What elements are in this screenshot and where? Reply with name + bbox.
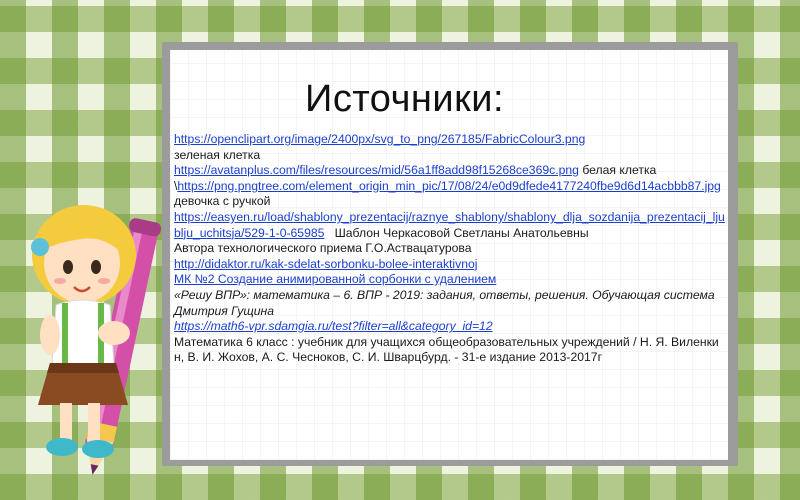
source-item (174, 319, 726, 335)
source-item (174, 257, 726, 273)
source-note: девочка с ручкой (174, 194, 271, 209)
source-text: Математика 6 класс : учебник для учащихся общеобразовательных учреждений / Н. Я. Виленкин, В. И. Жохов, А. С. Чесноков, С. И. Шварцбурд. - 31-е издание 2013-2017г (174, 334, 719, 365)
source-item (174, 335, 726, 366)
source-note: Шаблон Черкасовой Светланы Анатольевны (334, 225, 589, 240)
source-item (174, 288, 726, 319)
slide-title: Источники: (305, 78, 505, 120)
source-link[interactable]: https://png.pngtree.com/element_origin_min_pic/17/08/24/e0d9dfede4177240fbe9d6d14acbbb87.jpg (177, 178, 721, 193)
source-link[interactable]: https://easyen.ru/load/shablony_prezentacij/raznye_shablony/shablony_dlja_sozdanija_prezentacij_ljublju_uchitsja/529-1-0-65985 (174, 209, 725, 240)
source-link[interactable]: МК №2 Создание анимированной сорбонки с удалением (174, 272, 497, 287)
source-link[interactable]: https://avatanplus.com/files/resources/mid/56a1ff8add98f15268ce369c.png (174, 163, 579, 178)
source-prefix: \ (174, 178, 178, 193)
source-item (174, 163, 726, 179)
source-link[interactable]: https://openclipart.org/image/2400px/svg_to_png/267185/FabricColour3.png (174, 132, 586, 146)
girl-with-pen-illustration (22, 195, 172, 490)
source-item (174, 272, 726, 288)
source-link[interactable]: https://math6-vpr.sdamgia.ru/test?filter=all&category_id=12 (174, 319, 493, 334)
source-note: белая клетка (582, 163, 657, 178)
source-item (174, 241, 726, 257)
source-item (174, 179, 726, 210)
source-note: зеленая клетка (174, 147, 261, 162)
source-item (174, 132, 726, 163)
source-text: «Решу ВПР»: математика – 6. ВПР - 2019: задания, ответы, решения. Обучающая система Дмитрия Гущина (174, 287, 715, 318)
source-text: Автора технологического приема Г.О.Аствацатурова (174, 241, 472, 256)
sources-list (174, 132, 726, 366)
source-link[interactable]: http://didaktor.ru/kak-sdelat-sorbonku-bolee-interaktivnoj (174, 256, 478, 271)
source-item (174, 210, 726, 241)
